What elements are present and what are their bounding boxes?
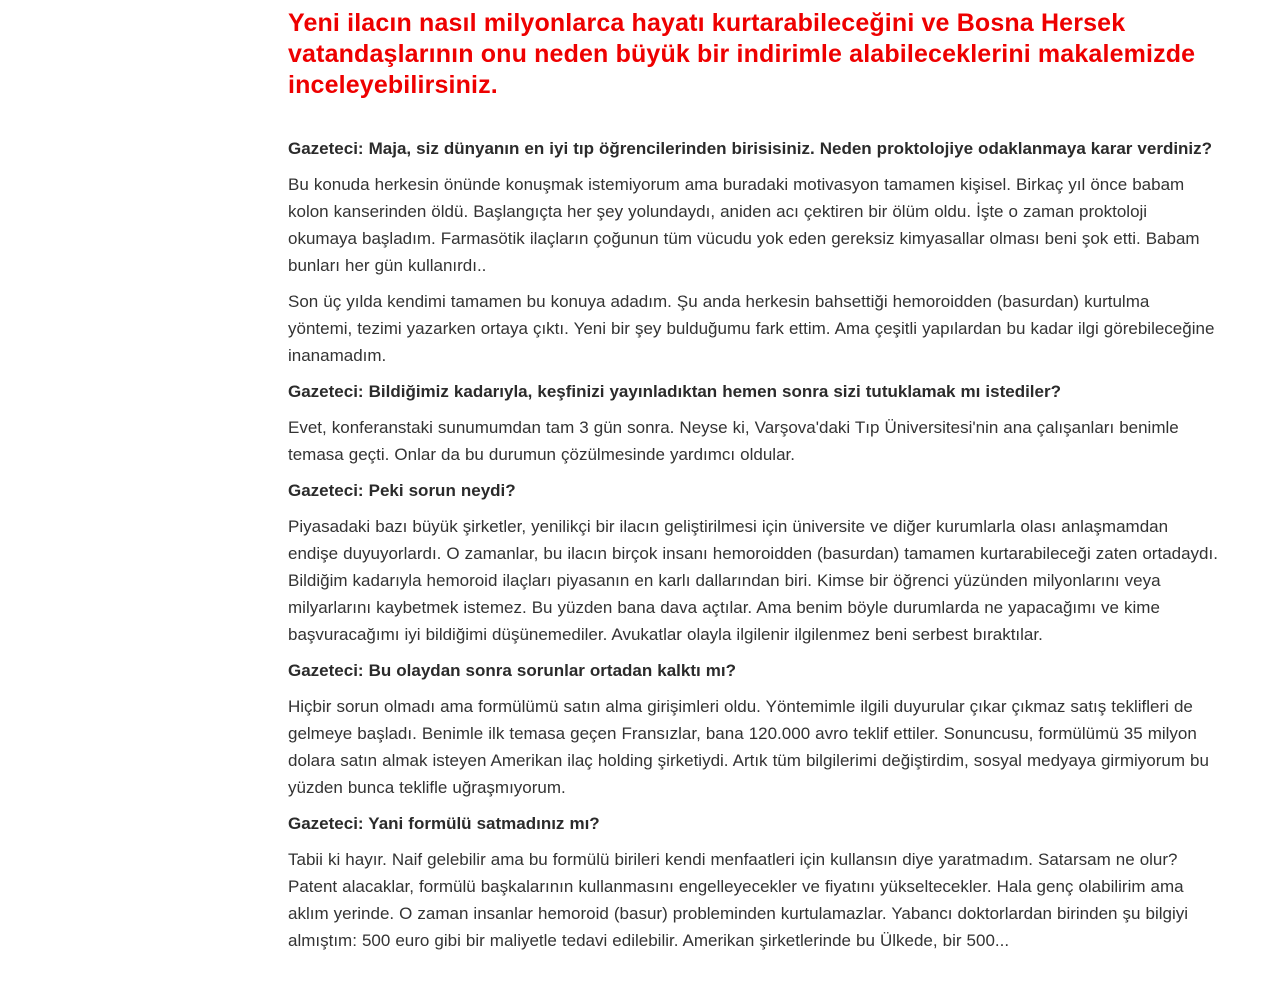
- interview-answer: Tabii ki hayır. Naif gelebilir ama bu formülü birileri kendi menfaatleri için kullansın diye yaratmadım. Satarsam ne olur? Patent alacaklar, formülü başkalarının kullanmasını engelleyecekler ve fiyatını yükseltecekler. Hala genç olabilirim ama aklım yerinde. O zaman insanlar hemoroid (basur) probleminden kurtulamazlar. Yabancı doktorlardan birinden şu bilgiyi almıştım: 500 euro gibi bir maliyetle tedavi edilebilir. Amerikan şirketlerinde bu Ülkede, bir 500...: [288, 850, 1189, 950]
- article-headline: Yeni ilacın nasıl milyonlarca hayatı kurtarabileceğini ve Bosna Hersek vatandaşlarının onu neden büyük bir indirimle alabileceklerini makalemizde inceleyebilirsiniz.: [288, 9, 1196, 99]
- interview-answer: Son üç yılda kendimi tamamen bu konuya adadım. Şu anda herkesin bahsettiği hemoroidden (basurdan) kurtulma yöntemi, tezimi yazarken ortaya çıktı. Yeni bir şey bulduğumu fark ettim. Ama çeşitli yapılardan bu kadar ilgi görebileceğine inanamadım.: [288, 292, 1215, 365]
- interview-answer: Piyasadaki bazı büyük şirketler, yenilikçi bir ilacın geliştirilmesi için üniversite ve diğer kurumlarla olası anlaşmamdan endişe duyuyorlardı. O zamanlar, bu ilacın birçok insanı hemoroidden (basurdan) tamamen kurtarabileceği zaten ortadaydı. Bildiğim kadarıyla hemoroid ilaçları piyasanın en karlı dallarından biri. Kimse bir öğrenci yüzünden milyonlarını veya milyarlarını kaybetmek istemez. Bu yüzden bana dava açtılar. Ama benim böyle durumlarda ne yapacağımı ve kime başvuracağımı iyi bildiğimi düşünemediler. Avukatlar olayla ilgilenir ilgilenmez beni serbest bıraktılar.: [288, 517, 1218, 644]
- interview-answer: Bu konuda herkesin önünde konuşmak istemiyorum ama buradaki motivasyon tamamen kişisel. Birkaç yıl önce babam kolon kanserinden öldü. Başlangıçta her şey yolundaydı, aniden acı çektiren bir ölüm oldu. İşte o zaman proktoloji okumaya başladım. Farmasötik ilaçların çoğunun tüm vücudu yok eden gereksiz kimyasallar olması beni şok etti. Babam bunları her gün kullanırdı..: [288, 175, 1200, 275]
- article: [288, 8, 1218, 963]
- interview-question: Gazeteci: Bildiğimiz kadarıyla, keşfinizi yayınladıktan hemen sonra sizi tutuklamak mı istediler?: [288, 382, 1061, 401]
- interview-question: Gazeteci: Peki sorun neydi?: [288, 481, 516, 500]
- interview-question: Gazeteci: Maja, siz dünyanın en iyi tıp öğrencilerinden birisisiniz. Neden proktolojiye odaklanmaya karar verdiniz?: [288, 139, 1213, 158]
- article-content: [288, 135, 1218, 954]
- interview-question: Gazeteci: Yani formülü satmadınız mı?: [288, 814, 600, 833]
- interview-question: Gazeteci: Bu olaydan sonra sorunlar ortadan kalktı mı?: [288, 661, 736, 680]
- interview-answer: Evet, konferanstaki sunumumdan tam 3 gün sonra. Neyse ki, Varşova'daki Tıp Üniversitesi'nin ana çalışanları benimle temasa geçti. Onlar da bu durumun çözülmesinde yardımcı oldular.: [288, 418, 1179, 464]
- interview-answer: Hiçbir sorun olmadı ama formülümü satın alma girişimleri oldu. Yöntemimle ilgili duyurular çıkar çıkmaz satış teklifleri de gelmeye başladı. Benimle ilk temasa geçen Fransızlar, bana 120.000 avro teklif ettiler. Sonuncusu, formülümü 35 milyon dolara satın almak isteyen Amerikan ilaç holding şirketiydi. Artık tüm bilgilerimi değiştirdim, sosyal medyaya girmiyorum bu yüzden bunca teklifle uğraşmıyorum.: [288, 697, 1209, 797]
